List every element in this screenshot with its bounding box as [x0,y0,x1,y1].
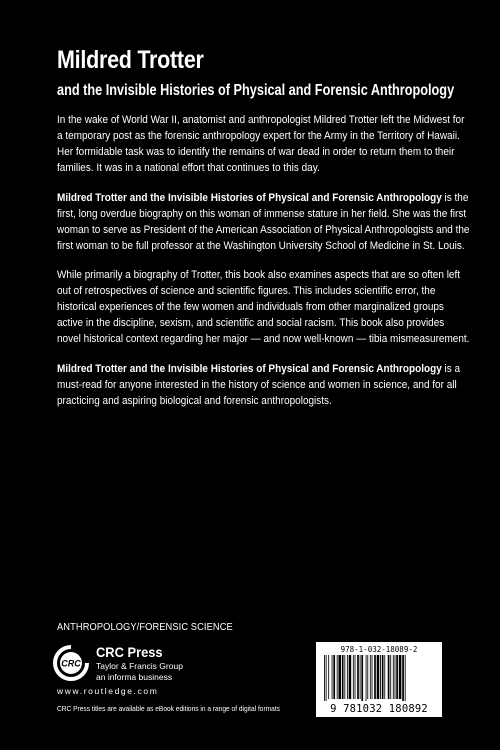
blurb-paragraph-4 [57,361,470,409]
barcode-bar [367,655,368,699]
barcode-bar [338,655,341,699]
barcode-bar [357,655,359,699]
barcode-bar [344,655,345,699]
barcode-bar [399,655,402,699]
barcode-bar [355,655,356,699]
publisher-website-link[interactable]: www.routledge.com [57,686,159,696]
barcode-bar [360,655,361,699]
book-subtitle: and the Invisible Histories of Physical and Forensic Anthropology [57,82,455,99]
isbn-number: 978-1-032-18089-2 [340,645,418,654]
barcode-bar [349,655,352,699]
subject-category: ANTHROPOLOGY/FORENSIC SCIENCE [57,622,233,633]
blurb-paragraph-2-text: is the first, long overdue biography on this woman of immense stature in her field. She was the first woman to serve as President of the American Association of Physical Anthropologists and the first woman to be full professor at the Washington University School of Medicine in St. Louis. [57,191,470,252]
blurb-paragraph-2 [57,190,470,254]
crc-logo-text: CRC [61,658,81,669]
barcode-bar [333,655,335,699]
barcode-bar [361,655,363,701]
barcode-bars [322,655,436,701]
blurb-paragraph-1: In the wake of World War II, anatomist and anthropologist Mildred Trotter left the Midwest for a temporary post as the forensic anthropology expert for the Army in the Territory of Hawaii. Her formidable task was to identify the remains of war dead in order to return them to their families. It was in a national effort that continues to this day. [57,114,465,174]
book-title-bold: Mildred Trotter and the Invisible Histories of Physical and Forensic Anthropology [57,362,442,375]
ebook-note: CRC Press titles are available as eBook editions in a range of digital formats [57,705,280,713]
isbn-barcode [316,642,442,717]
barcode-bar [395,655,396,699]
blurb-paragraph-4-text: is a must-read for anyone interested in the history of science and women in science, and for all practicing and aspiring biological and forensic anthropologists. [57,362,461,407]
blurb-paragraph-3: While primarily a biography of Trotter, this book also examines aspects that are so often left out of retrospectives of science and scientific figures. This includes scientific error, the historical experiences of the few women and individuals from other marginalized groups active in the discipline, sexism, and scientific and social racism. This book also provides novel historical context regarding her major — and now well-known — tibia mismeasurement. [57,269,470,345]
barcode-bar [324,655,325,701]
barcode-bar [366,655,367,701]
barcode-bar [382,655,384,699]
barcode-bar [372,655,373,699]
barcode-bar [328,655,329,699]
crc-press-logo [53,645,89,681]
book-title-bold: Mildred Trotter and the Invisible Histories of Physical and Forensic Anthropology [57,191,442,204]
barcode-digits: 9 781032 180892 [330,703,428,715]
barcode-bar [374,655,376,699]
barcode-bar [377,655,380,699]
book-title: Mildred Trotter [57,46,204,74]
barcode-bar [332,655,333,699]
publisher-tagline: an informa business [96,672,173,682]
barcode-bar [326,655,327,701]
barcode-bar [347,655,348,699]
barcode-bar [353,655,354,699]
barcode-bar [393,655,394,699]
barcode-bar [396,655,398,699]
barcode-bar [402,655,404,701]
barcode-bar [337,655,338,699]
barcode-bar [388,655,390,699]
barcode-bar [370,655,371,699]
barcode-bar [390,655,391,699]
barcode-bar [380,655,381,699]
blurb [57,112,470,422]
publisher-name: CRC Press [96,644,163,660]
barcode-bar [384,655,385,699]
publisher-group: Taylor & Francis Group [96,661,183,671]
barcode-bar [405,655,406,701]
barcode-bar [342,655,344,699]
